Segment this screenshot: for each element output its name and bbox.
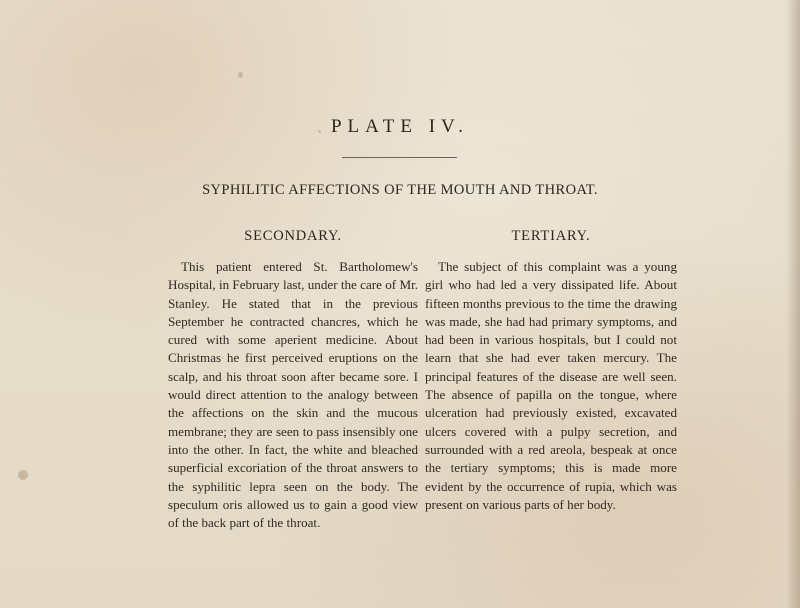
- tertiary-column: [425, 225, 677, 514]
- foxing-spot: [238, 72, 243, 78]
- secondary-heading: SECONDARY.: [244, 228, 342, 244]
- title-divider: [342, 157, 457, 158]
- tertiary-text: The subject of this complaint was a young girl who had led a very dissipated life. About fifteen months previous to the time the drawing was made, she had had primary symptoms, and had been in various hospitals, but I could not learn that she had ever taken mercury. The principal features of the disease are well seen. The absence of papilla on the tongue, where ulceration had previously existed, excavated ulcers covered with a pulpy secretion, and surrounded with a red areola, bespeak at once the tertiary symptoms; this is made more evident by the occurrence of rupia, which was present on various parts of her body.: [425, 259, 677, 512]
- plate-title: PLATE IV.: [330, 116, 470, 137]
- secondary-column: [168, 225, 418, 532]
- page-heading: SYPHILITIC AFFECTIONS OF THE MOUTH AND THROAT.: [202, 182, 598, 198]
- page-edge-shadow: [786, 0, 800, 608]
- secondary-text: This patient entered St. Bartholomew's Hospital, in February last, under the care of Mr. Stanley. He stated that in the previous September he contracted chancres, which he cured with some aperient medicine. About Christmas he first perceived eruptions on the scalp, and his throat soon after became sore. I would direct attention to the analogy between the affections on the skin and the mucous membrane; they are seen to pass insensibly one into the other. In fact, the white and bleached superficial excoriation of the throat answers to the syphilitic lepra seen on the body. The speculum oris allowed us to gain a good view of the back part of the throat.: [168, 259, 418, 531]
- tertiary-heading: TERTIARY.: [511, 228, 591, 244]
- foxing-spot: [18, 470, 28, 480]
